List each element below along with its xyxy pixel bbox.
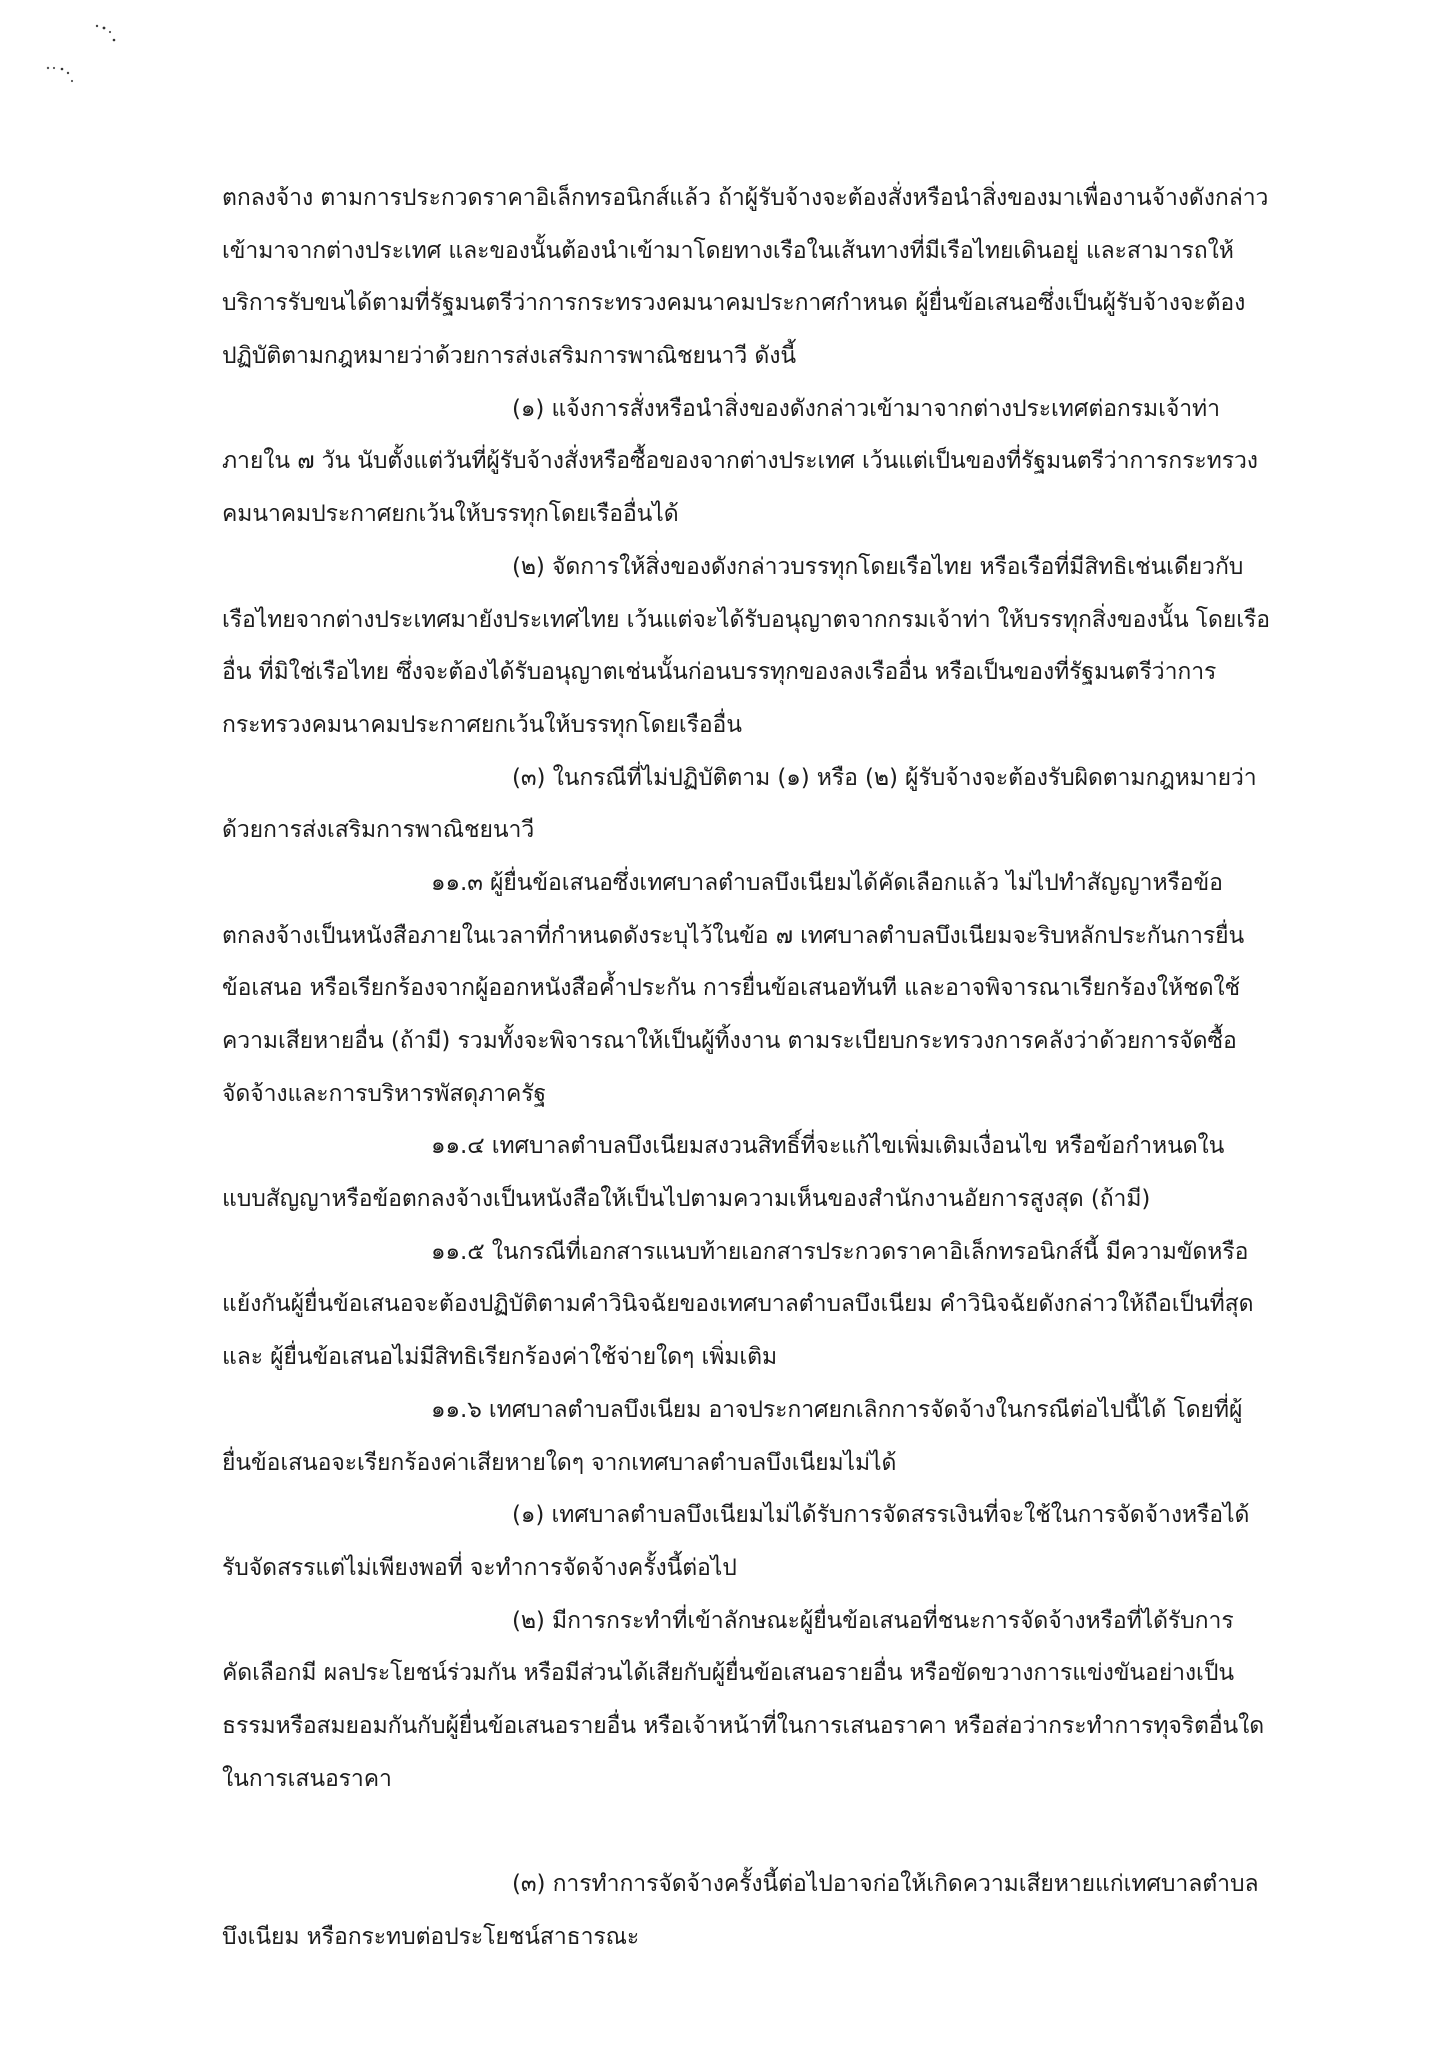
text-line: ในการเสนอราคา (222, 1765, 392, 1792)
text-line: บึงเนียม หรือกระทบต่อประโยชน์สาธารณะ (222, 1923, 640, 1950)
text-line-numbered-item: (๒) มีการกระทำที่เข้าลักษณะผู้ยื่นข้อเสนอที่ชนะการจัดจ้างหรือที่ได้รับการ (512, 1607, 1234, 1634)
text-line-section: ๑๑.๖ เทศบาลตำบลบึงเนียม อาจประกาศยกเลิกการจัดจ้างในกรณีต่อไปนี้ได้ โดยที่ผู้ (431, 1396, 1243, 1423)
text-line: ธรรมหรือสมยอมกันกับผู้ยื่นข้อเสนอรายอื่น หรือเจ้าหน้าที่ในการเสนอราคา หรือส่อว่ากระทำการทุจริตอื่นใด (222, 1712, 1265, 1739)
text-line: แบบสัญญาหรือข้อตกลงจ้างเป็นหนังสือให้เป็นไปตามความเห็นของสำนักงานอัยการสูงสุด (ถ้ามี) (222, 1186, 1151, 1213)
text-line: ข้อเสนอ หรือเรียกร้องจากผู้ออกหนังสือค้ำประกัน การยื่นข้อเสนอทันที และอาจพิจารณาเรียกร้องให้ชดใช้ (222, 975, 1241, 1002)
text-line-numbered-item: (๑) แจ้งการสั่งหรือนำสิ่งของดังกล่าวเข้ามาจากต่างประเทศต่อกรมเจ้าท่า (512, 395, 1220, 422)
text-line: บริการรับขนได้ตามที่รัฐมนตรีว่าการกระทรวงคมนาคมประกาศกำหนด ผู้ยื่นข้อเสนอซึ่งเป็นผู้รับจ้างจะต้อง (222, 290, 1246, 317)
text-line-numbered-item: (๓) ในกรณีที่ไม่ปฏิบัติตาม (๑) หรือ (๒) ผู้รับจ้างจะต้องรับผิดตามกฎหมายว่า (512, 764, 1257, 791)
text-line: อื่น ที่มิใช่เรือไทย ซึ่งจะต้องได้รับอนุญาตเช่นนั้นก่อนบรรทุกของลงเรืออื่น หรือเป็นของที่รัฐมนตรีว่าการ (222, 659, 1217, 686)
text-line: แย้งกันผู้ยื่นข้อเสนอจะต้องปฏิบัติตามคำวินิจฉัยของเทศบาลตำบลบึงเนียม คำวินิจฉัยดังกล่าวให้ถือเป็นที่สุด (222, 1291, 1254, 1318)
text-line: ภายใน ๗ วัน นับตั้งแต่วันที่ผู้รับจ้างสั่งหรือซื้อของจากต่างประเทศ เว้นแต่เป็นของที่รัฐมนตรีว่าการกระทรวง (222, 448, 1258, 475)
text-line: เรือไทยจากต่างประเทศมายังประเทศไทย เว้นแต่จะได้รับอนุญาตจากกรมเจ้าท่า ให้บรรทุกสิ่งของนั้น โดยเรือ (222, 606, 1270, 633)
text-line-section: ๑๑.๓ ผู้ยื่นข้อเสนอซึ่งเทศบาลตำบลบึงเนียมได้คัดเลือกแล้ว ไม่ไปทำสัญญาหรือข้อ (431, 869, 1223, 896)
text-line: และ ผู้ยื่นข้อเสนอไม่มีสิทธิเรียกร้องค่าใช้จ่ายใดๆ เพิ่มเติม (222, 1344, 778, 1371)
text-line: กระทรวงคมนาคมประกาศยกเว้นให้บรรทุกโดยเรืออื่น (222, 711, 742, 738)
text-line: จัดจ้างและการบริหารพัสดุภาครัฐ (222, 1080, 547, 1107)
text-line: คมนาคมประกาศยกเว้นให้บรรทุกโดยเรืออื่นได้ (222, 501, 679, 528)
text-line: ด้วยการส่งเสริมการพาณิชยนาวี (222, 817, 535, 844)
text-line: คัดเลือกมี ผลประโยชน์ร่วมกัน หรือมีส่วนได้เสียกับผู้ยื่นข้อเสนอรายอื่น หรือขัดขวางการแข่งขันอย่างเป็น (222, 1660, 1234, 1687)
text-line: ปฏิบัติตามกฎหมายว่าด้วยการส่งเสริมการพาณิชยนาวี ดังนี้ (222, 343, 796, 370)
text-line: เข้ามาจากต่างประเทศ และของนั้นต้องนำเข้ามาโดยทางเรือในเส้นทางที่มีเรือไทยเดินอยู่ และสามารถให้ (222, 237, 1234, 264)
text-line: รับจัดสรรแต่ไม่เพียงพอที่ จะทำการจัดจ้างครั้งนี้ต่อไป (222, 1554, 737, 1581)
text-line: ยื่นข้อเสนอจะเรียกร้องค่าเสียหายใดๆ จากเทศบาลตำบลบึงเนียมไม่ได้ (222, 1449, 897, 1476)
text-line-section: ๑๑.๕ ในกรณีที่เอกสารแนบท้ายเอกสารประกวดราคาอิเล็กทรอนิกส์นี้ มีความขัดหรือ (431, 1238, 1249, 1265)
text-line-section: ๑๑.๔ เทศบาลตำบลบึงเนียมสงวนสิทธิ์ที่จะแก้ไขเพิ่มเติมเงื่อนไข หรือข้อกำหนดใน (431, 1133, 1225, 1160)
text-line: ตกลงจ้างเป็นหนังสือภายในเวลาที่กำหนดดังระบุไว้ในข้อ ๗ เทศบาลตำบลบึงเนียมจะริบหลักประกันการยื่น (222, 922, 1245, 949)
text-line-numbered-item: (๑) เทศบาลตำบลบึงเนียมไม่ได้รับการจัดสรรเงินที่จะใช้ในการจัดจ้างหรือได้ (512, 1502, 1250, 1529)
text-line-numbered-item: (๒) จัดการให้สิ่งของดังกล่าวบรรทุกโดยเรือไทย หรือเรือที่มีสิทธิเช่นเดียวกับ (512, 553, 1244, 580)
text-line-numbered-item: (๓) การทำการจัดจ้างครั้งนี้ต่อไปอาจก่อให้เกิดความเสียหายแก่เทศบาลตำบล (512, 1871, 1259, 1897)
blank-line (222, 1805, 1322, 1858)
text-line: ความเสียหายอื่น (ถ้ามี) รวมทั้งจะพิจารณาให้เป็นผู้ทิ้งงาน ตามระเบียบกระทรวงการคลังว่าด้วยการจัดซื้อ (222, 1028, 1237, 1054)
text-line: ตกลงจ้าง ตามการประกวดราคาอิเล็กทรอนิกส์แล้ว ถ้าผู้รับจ้างจะต้องสั่งหรือนำสิ่งของมาเพื่องานจ้างดังกล่าว (222, 185, 1269, 211)
document-body (222, 172, 1322, 1963)
scan-artifact-marks (40, 18, 120, 88)
